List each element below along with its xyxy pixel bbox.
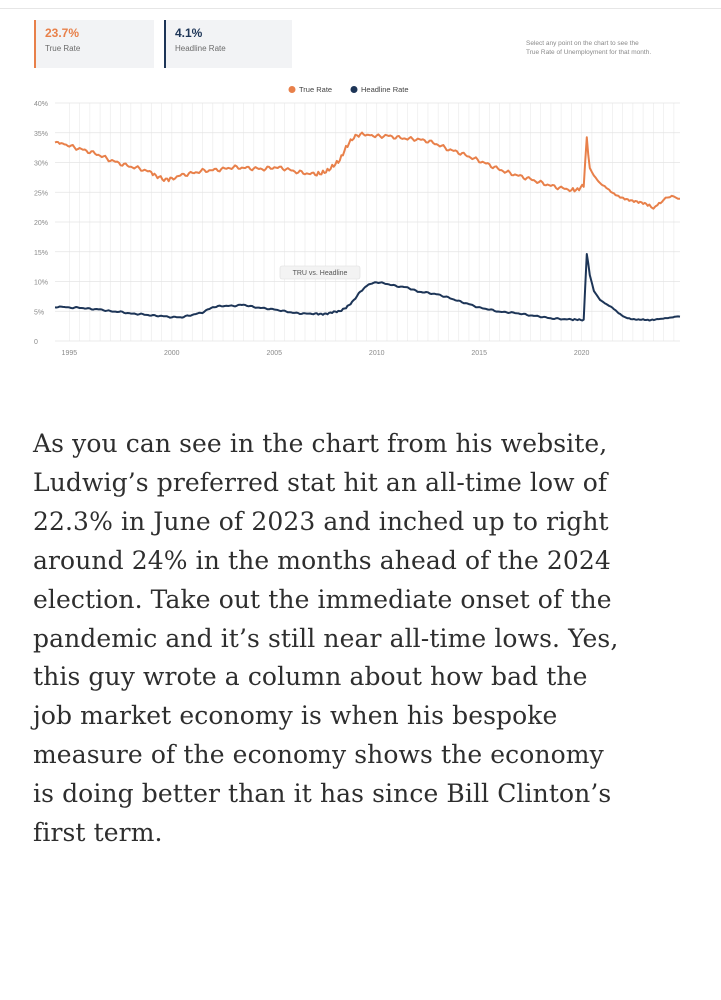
x-tick-label: 2010 — [368, 350, 385, 357]
article-paragraph — [33, 425, 693, 853]
legend-swatch — [289, 86, 296, 93]
x-tick-label: 1995 — [61, 350, 78, 357]
headline-rate-line — [55, 254, 680, 321]
y-tick-label: 20% — [34, 220, 49, 227]
x-tick-label: 2020 — [573, 350, 590, 357]
article-line: measure of the economy shows the economy — [33, 740, 604, 770]
chart-hint-line: True Rate of Unemployment for that month. — [526, 49, 652, 56]
article-line: 22.3% in June of 2023 and inched up to right — [33, 506, 609, 536]
headline-rate-label: Headline Rate — [175, 44, 226, 53]
y-tick-label: 5% — [34, 309, 45, 317]
line-chart[interactable] — [0, 9, 721, 369]
article-line: Ludwig’s preferred stat hit an all-time low of — [33, 467, 608, 497]
chart-hint-line: Select any point on the chart to see the — [526, 40, 639, 47]
y-tick-label: 0 — [34, 339, 38, 346]
article-line: As you can see in the chart from his website, — [33, 429, 608, 458]
x-tick-label: 2005 — [266, 350, 283, 357]
y-tick-label: 15% — [34, 249, 49, 257]
legend-swatch — [351, 86, 358, 93]
y-tick-label: 10% — [34, 279, 49, 287]
article-line: this guy wrote a column about how bad the — [33, 662, 588, 692]
true-rate-value: 23.7% — [45, 26, 80, 40]
y-tick-label: 30% — [34, 160, 49, 168]
x-tick-label: 2000 — [164, 350, 180, 357]
y-tick-label: 35% — [34, 130, 49, 138]
legend-label: True Rate — [299, 85, 333, 94]
article-line: election. Take out the immediate onset of the — [33, 584, 612, 614]
headline-rate-value: 4.1% — [175, 26, 203, 40]
y-tick-label: 40% — [34, 101, 49, 108]
article-line: is doing better than it has since Bill Clinton’s — [33, 779, 612, 809]
article-line: pandemic and it’s still near all-time lows. Yes, — [33, 623, 619, 653]
x-tick-label: 2015 — [471, 350, 487, 357]
legend-label: Headline Rate — [361, 85, 409, 94]
y-tick-label: 25% — [34, 190, 49, 198]
article-line: first term. — [33, 818, 163, 848]
article-line: job market economy is when his bespoke — [33, 701, 558, 731]
article-line: around 24% in the months ahead of the 2024 — [33, 545, 611, 575]
true-rate-line — [55, 133, 680, 209]
true-rate-label: True Rate — [45, 44, 81, 53]
annotation-text: TRU vs. Headline — [292, 270, 348, 277]
unemployment-chart-card[interactable] — [0, 9, 721, 369]
